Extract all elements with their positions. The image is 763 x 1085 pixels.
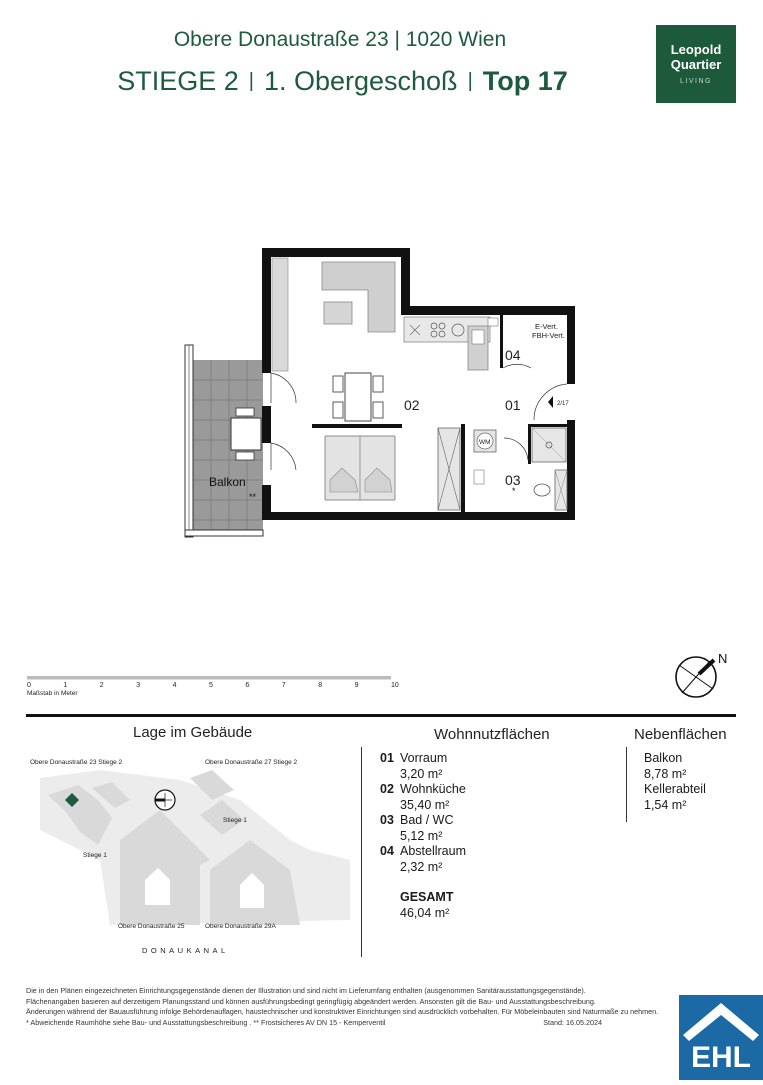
sitemap-label: Obere Donaustraße 25 [118, 923, 185, 930]
balcony-floor [185, 345, 263, 537]
evert-label: E-Vert. [535, 322, 558, 331]
room-02-label: 02 [404, 397, 420, 413]
washing-machine-label: WM [479, 439, 491, 446]
balkon-mark: ** [249, 492, 257, 502]
top-label: Top 17 [482, 66, 568, 96]
lage-heading: Lage im Gebäude [133, 724, 253, 741]
scale-tick-label: 8 [318, 682, 323, 689]
room-name: Bad / WC [400, 813, 454, 827]
room-entry [380, 751, 466, 767]
room-number: 01 [380, 751, 394, 765]
room-name: Vorraum [400, 751, 448, 765]
section-divider [26, 714, 736, 717]
room-entry [380, 844, 466, 860]
site-map [26, 752, 356, 962]
floor-label: 1. Obergeschoß [263, 66, 458, 96]
address-heading: Obere Donaustraße 23 | 1020 Wien [173, 28, 507, 51]
disclaimer-line: Flächenangaben basieren auf derzeitigem Planungsstand und können ausführungsbedingt geringfügig abgeändert werden. Ansonsten gilt die Bau- und Ausstattungsbeschreibung. [26, 996, 596, 1006]
wardrobe-icon [438, 428, 460, 510]
floor-plan [180, 240, 580, 540]
neben-name: Balkon [644, 751, 683, 765]
neben-name: Kellerabteil [644, 782, 706, 796]
sitemap-label: Obere Donaustraße 27 Stiege 2 [205, 759, 298, 766]
fbhvert-label: FBH-Vert. [532, 331, 565, 340]
sitemap-canal: DONAUKANAL [142, 946, 229, 955]
sitemap-label: Stiege 1 [223, 817, 247, 824]
room-area: 35,40 m² [400, 797, 450, 812]
north-label: N [718, 651, 728, 666]
doors [271, 364, 567, 470]
sitemap-label: Stiege 1 [83, 852, 107, 859]
balkon-label: Balkon [209, 475, 246, 489]
disclaimer-line: Änderungen während der Bauausführung infolge Behördenauflagen, haustechnischer und konstruktiver Einrichtungen sind ausdrücklich vorbehalten. Für Möbeleinbauten sind Naturmaße zu nehmen. [26, 1007, 659, 1016]
logo-line3: LIVING [680, 78, 712, 85]
neben-list [644, 751, 706, 813]
room-entry [380, 782, 466, 798]
scale-tick-label: 1 [63, 682, 68, 689]
room-number: 02 [380, 782, 394, 796]
room-entry [380, 813, 466, 829]
scale-tick-label: 6 [245, 682, 250, 689]
room-list [380, 751, 466, 921]
scale-tick-label: 10 [391, 682, 399, 689]
total-area: 46,04 m² [400, 905, 450, 920]
scale-tick-label: 7 [281, 682, 286, 689]
scale-tick-label: 5 [209, 682, 213, 689]
scale-tick-label: 4 [172, 682, 177, 689]
room-number: 04 [380, 844, 394, 858]
logo-line2: Quartier [670, 57, 722, 72]
column-divider [361, 747, 362, 957]
sitemap-label: Obere Donaustraße 29A [205, 923, 276, 930]
room-name: Abstellraum [400, 844, 466, 858]
total-label: GESAMT [400, 890, 454, 904]
north-arrow-icon [672, 650, 734, 700]
dining-table-icon [333, 373, 383, 421]
unit-heading [0, 66, 685, 97]
scale-caption: Maßstab in Meter [27, 690, 78, 696]
scale-tick-label: 2 [99, 682, 104, 689]
ehl-text: EHL [691, 1041, 751, 1074]
room-area: 5,12 m² [400, 828, 443, 843]
ehl-logo [679, 995, 763, 1080]
column-divider [626, 747, 627, 822]
neben-area: 8,78 m² [644, 766, 687, 781]
room-04-label: 04 [505, 347, 521, 363]
scale-bar [25, 672, 405, 696]
room-01-label: 01 [505, 397, 521, 413]
room-03-label: 03 [505, 472, 521, 488]
room-area: 2,32 m² [400, 859, 443, 874]
scale-tick-label: 9 [354, 682, 359, 689]
scale-tick-label: 0 [27, 682, 31, 689]
room-number: 03 [380, 813, 394, 827]
kitchen-icon [404, 317, 498, 370]
scale-tick-label: 3 [136, 682, 141, 689]
neben-heading: Nebenflächen [634, 726, 727, 743]
walls [262, 248, 575, 520]
wohn-heading: Wohnnutzflächen [434, 726, 550, 743]
door-number: 2/17 [557, 401, 569, 407]
stiege-label: STIEGE 2 [117, 66, 239, 96]
bad-mark: * [512, 486, 516, 496]
stand-date: Stand: 16.05.2024 [543, 1017, 602, 1027]
sofa-icon [322, 262, 395, 332]
neben-area: 1,54 m² [644, 797, 687, 812]
room-name: Wohnküche [400, 782, 466, 796]
separator: | [467, 70, 473, 92]
disclaimer-line: Die in den Plänen eingezeichneten Einrichtungsgegenstände dienen der Illustration und sind nicht im Lieferumfang enthalten (ausgenommen Sanitärausstattungsgegenstände). [26, 986, 586, 995]
disclaimer [26, 986, 666, 1028]
logo-line1: Leopold [670, 42, 722, 57]
bed-icon [325, 436, 395, 500]
room-area: 3,20 m² [400, 766, 443, 781]
disclaimer-line: * Abweichende Raumhöhe siehe Bau- und Ausstattungsbeschreibung . ** Frostsicheres AV DN 15 - Kemperventil [26, 1017, 386, 1027]
sitemap-label: Obere Donaustraße 23 Stiege 2 [30, 759, 123, 766]
separator: | [248, 70, 254, 92]
leopold-quartier-logo [656, 25, 736, 103]
